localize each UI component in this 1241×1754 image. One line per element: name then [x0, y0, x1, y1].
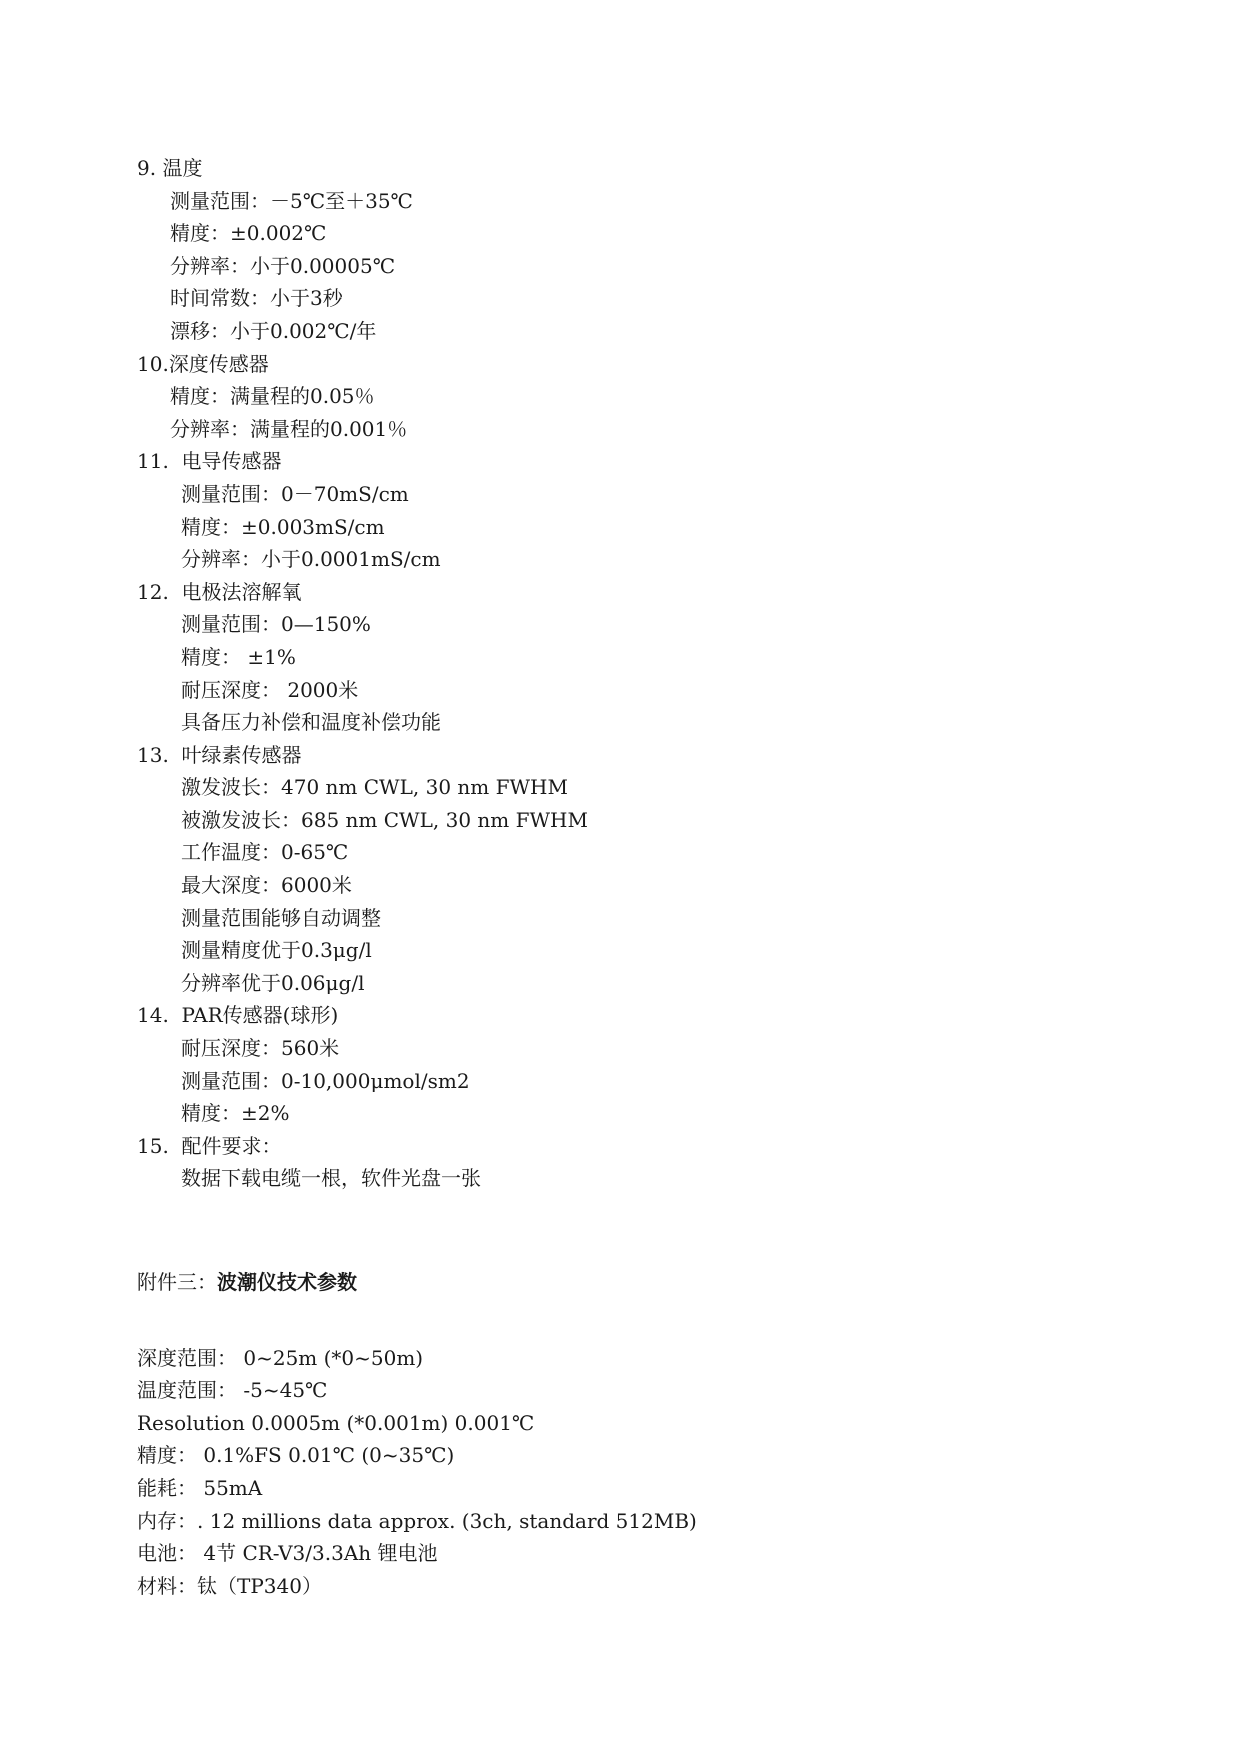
annex-title: 波潮仪技术参数	[217, 1270, 357, 1294]
section-title: PAR传感器(球形)	[181, 1003, 339, 1028]
spec-line: 耐压深度： 2000米	[181, 677, 359, 702]
spec-line: 测量范围：0—150%	[181, 612, 371, 637]
spec-line: 测量范围：0－70mS/cm	[181, 481, 409, 506]
annex-spec-line: 深度范围： 0~25m (*0~50m)	[137, 1345, 424, 1370]
annex-prefix: 附件三：	[137, 1270, 217, 1294]
section-number: 13.	[137, 742, 169, 767]
annex-spec-line: 精度： 0.1%FS 0.01℃ (0~35℃)	[137, 1443, 455, 1468]
section-number: 15.	[137, 1133, 169, 1158]
section-heading	[137, 576, 1137, 609]
spec-line: 最大深度：6000米	[181, 873, 352, 898]
spec-line: 测量范围能够自动调整	[181, 905, 381, 930]
spacer	[137, 1299, 1137, 1342]
spec-line: 精度：±0.002℃	[170, 221, 327, 246]
section-number: 14.	[137, 1003, 169, 1028]
section-heading	[137, 739, 1137, 772]
spec-line: 测量范围：－5℃至＋35℃	[170, 188, 413, 213]
section-title: 电导传感器	[181, 449, 282, 474]
spec-line: 分辨率：小于0.0001mS/cm	[181, 547, 441, 572]
spec-line: 测量精度优于0.3μg/l	[181, 938, 372, 963]
section-heading	[137, 445, 1137, 478]
section-number: 12.	[137, 579, 169, 604]
annex-spec-line: Resolution 0.0005m (*0.001m) 0.001℃	[137, 1410, 535, 1435]
spec-line: 精度： ±1%	[181, 644, 296, 669]
spec-line: 数据下载电缆一根，软件光盘一张	[181, 1166, 481, 1191]
section-heading	[137, 152, 1137, 185]
spec-line: 精度：±0.003mS/cm	[181, 514, 385, 539]
section-heading	[137, 348, 1137, 381]
annex-spec-line: 电池： 4节 CR-V3/3.3Ah 锂电池	[137, 1541, 438, 1566]
section-number: 10.	[137, 351, 169, 376]
document-content	[137, 152, 1137, 1602]
spec-line: 漂移：小于0.002℃/年	[170, 318, 377, 343]
spec-line: 时间常数：小于3秒	[170, 286, 343, 311]
annex-heading	[137, 1266, 1137, 1299]
annex-spec-line: 能耗： 55mA	[137, 1475, 263, 1500]
spec-line: 工作温度：0-65℃	[181, 840, 349, 865]
section-number: 9.	[137, 156, 157, 180]
spec-line: 精度：满量程的0.05％	[170, 384, 375, 409]
annex-spec-line: 材料：钛（TP340）	[137, 1573, 322, 1598]
annex-spec-line: 温度范围： -5~45℃	[137, 1378, 328, 1403]
spec-line: 分辨率优于0.06μg/l	[181, 970, 365, 995]
annex-spec-line: 内存：. 12 millions data approx. (3ch, standard 512MB)	[137, 1508, 697, 1533]
section-title: 深度传感器	[168, 351, 269, 376]
spec-line: 测量范围：0-10,000μmol/sm2	[181, 1068, 470, 1093]
spacer	[137, 1195, 1137, 1266]
section-heading	[137, 1130, 1137, 1163]
section-title: 叶绿素传感器	[181, 742, 302, 767]
section-heading	[137, 999, 1137, 1032]
spec-line: 被激发波长：685 nm CWL, 30 nm FWHM	[181, 807, 588, 832]
spec-line: 具备压力补偿和温度补偿功能	[181, 710, 441, 735]
section-number: 11.	[137, 449, 169, 474]
spec-line: 耐压深度：560米	[181, 1036, 340, 1061]
spec-line: 分辨率：满量程的0.001％	[170, 416, 408, 441]
section-title: 温度	[162, 156, 203, 180]
section-title: 配件要求：	[181, 1133, 282, 1158]
section-title: 电极法溶解氧	[181, 579, 302, 604]
spec-line: 精度：±2%	[181, 1101, 290, 1126]
spec-line: 分辨率：小于0.00005℃	[170, 253, 396, 278]
spec-line: 激发波长：470 nm CWL, 30 nm FWHM	[181, 775, 568, 800]
